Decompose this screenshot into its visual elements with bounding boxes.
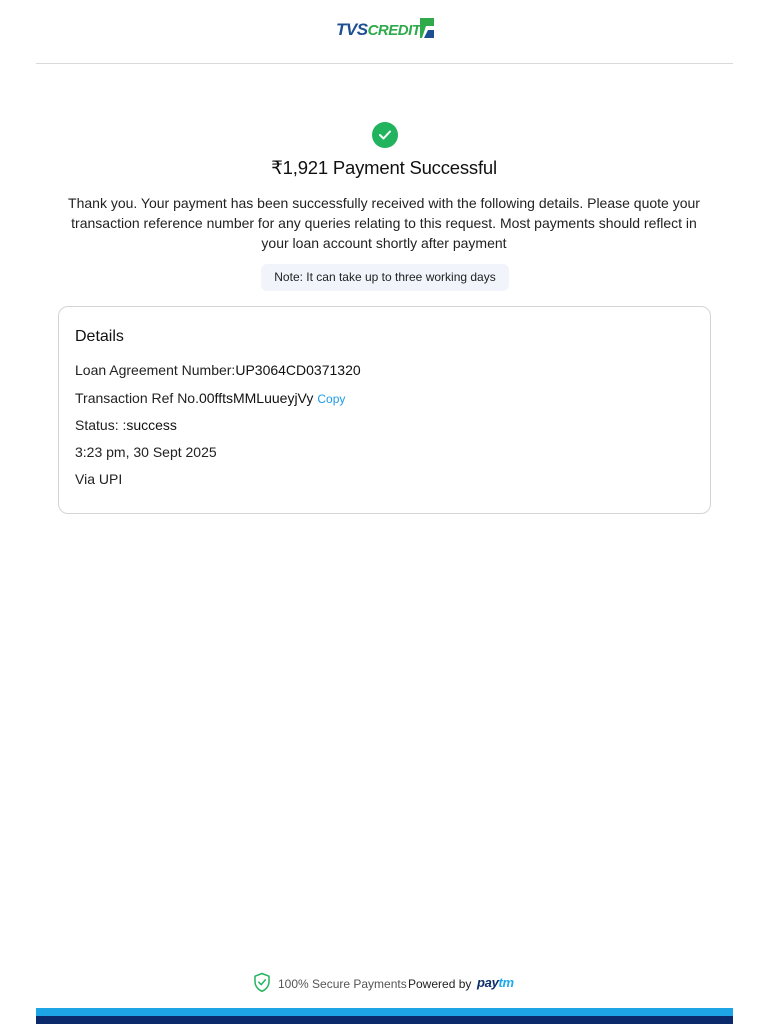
footer (0, 972, 768, 996)
status-row (75, 417, 177, 433)
logo-flag-icon (420, 18, 434, 40)
logo-tvs-text: TVS (336, 20, 368, 39)
payment-status-title: ₹1,921 Payment Successful (271, 157, 497, 178)
confirmation-message: Thank you. Your payment has been successfully received with the following details. Please quote your transaction reference number for any queries relating to this request. Most payments should reflect in your loan account shortly after payment (68, 195, 700, 251)
transaction-ref-value: 00fftsMMLuueyjVy (198, 390, 314, 406)
shield-check-icon (253, 972, 271, 993)
paytm-pay-text: pay (477, 975, 499, 990)
footer-accent-bar (36, 1008, 733, 1016)
status-label: Status: : (75, 417, 127, 433)
loan-agreement-label: Loan Agreement Number: (75, 362, 236, 378)
tvs-credit-logo (336, 17, 436, 43)
secure-payments-text: 100% Secure Payments (278, 977, 407, 991)
details-card (58, 306, 711, 514)
check-circle-icon (372, 122, 398, 148)
transaction-ref-row (75, 390, 345, 406)
processing-note: Note: It can take up to three working days (261, 264, 509, 291)
footer-brand-bar (36, 1016, 733, 1024)
transaction-ref-label: Transaction Ref No. (75, 390, 199, 406)
powered-by-text: Powered by (408, 977, 472, 991)
payment-method: Via UPI (75, 471, 123, 487)
details-title: Details (75, 328, 124, 345)
copy-ref-button[interactable]: Copy (317, 392, 346, 406)
payment-timestamp: 3:23 pm, 30 Sept 2025 (75, 444, 217, 460)
status-value: success (126, 417, 177, 433)
logo-credit-text: CREDIT (367, 22, 421, 39)
paytm-tm-text: tm (498, 975, 514, 990)
header (36, 0, 733, 64)
paytm-logo (477, 975, 514, 990)
loan-agreement-value: UP3064CD0371320 (235, 362, 361, 378)
loan-agreement-row (75, 362, 361, 378)
